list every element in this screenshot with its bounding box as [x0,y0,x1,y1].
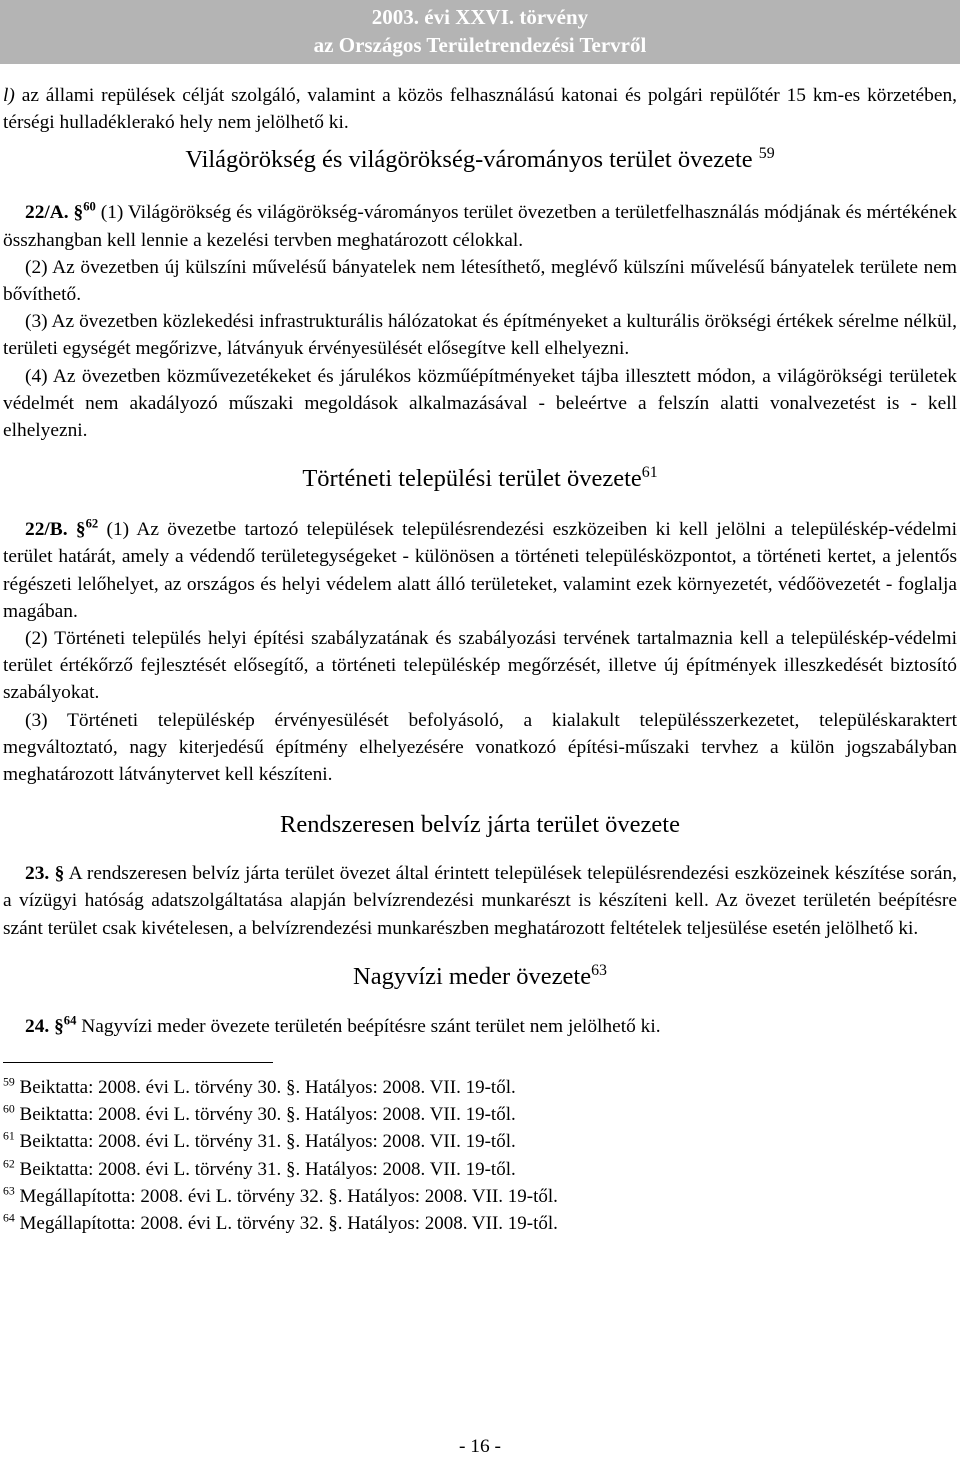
footnote-ref: 59 [758,145,775,163]
article-number: 23. [25,863,55,885]
footnote-separator [3,1062,273,1063]
intro-text: az állami repülések célját szolgáló, valamint a közös felhasználású katonai és polgári repülőtér 15 km-es körzetében, térségi hulladéklerakó hely nem jelölhető ki. [3,85,957,134]
article-paragraph: (3) Történeti településkép érvényesülését befolyásoló, a kialakult településszerkezetet, településkaraktert megváltoztató, nagy kiterjedésű építmény elhelyezésére vonatkozó építési-műszaki tervhez a külön jogszabályban meghatározott látványtervet kell készíteni. [3,709,957,786]
article-paragraph: (2) Az övezetben új külszíni művelésű bányatelek nem létesíthető, meglévő külszíni művelésű bányatelek területe nem bővíthető. [3,256,957,306]
page-body [3,82,957,1237]
intro-letter: l) [3,85,15,106]
footnote-ref: 63 [591,961,607,979]
footnote-ref: 61 [641,464,658,482]
article-number: 24. [25,1015,55,1037]
footnote: $^{60}$ Beiktatta: 2008. évi L. törvény 30. §. Hatályos: 2008. VII. 19-től. [3,1102,516,1126]
header-law-title: 2003. évi XXVI. törvény [371,5,589,29]
intro-paragraph [3,82,957,136]
section-sign: § [54,863,65,885]
article-number: 22/A. [25,202,74,224]
article-paragraph: 24. §$^{64}$ Nagyvízi meder övezete területén beépítésre szánt terület nem jelölhető ki. [25,1013,661,1037]
section-sign: § [73,202,84,224]
section-sign: § [54,1015,64,1037]
article-number: 22/B. [25,519,76,541]
section-heading: Történeti települési terület övezete$^{61}$ [302,464,658,493]
section-heading: Rendszeresen belvíz járta terület övezete [280,811,680,839]
article-paragraph: (3) Az övezetben közlekedési infrastrukturális hálózatokat és építményeket a kulturális örökségi értékek sérelme nélkül, területi egységét megőrizve, látványuk érvényesülését elősegítve kell elhelyezni. [3,311,957,360]
section-heading: Világörökség és világörökség-várományos terület övezete $^{59}$ [185,145,775,174]
footnote-ref: 60 [83,199,96,214]
section-heading: Nagyvízi meder övezete$^{63}$ [353,961,607,990]
page-number: - 16 - [458,1436,501,1457]
article-paragraph: (4) Az övezetben közművezetékeket és járulékos közműépítményeket tájba illesztett módon, a világörökségi területek védelmét nem akadályozó műszaki megoldások alkalmazásával - beleértve a felszín alatti vonalvezetést is - kell elhelyezni. [3,365,957,442]
footnote: $^{59}$ Beiktatta: 2008. évi L. törvény 30. §. Hatályos: 2008. VII. 19-től. [3,1075,516,1099]
running-header [0,0,960,64]
section-sign: § [75,519,86,541]
article-paragraph: 22/A. §$^{60}$ (1) Világörökség és világörökség-várományos terület övezetben a területfelhasználás módjának és mértékének összhangban kell lennie a kezelési tervben meghatározott célokkal. [3,199,958,251]
footnote: $^{63}$ Megállapította: 2008. évi L. törvény 32. §. Hatályos: 2008. VII. 19-től. [3,1184,558,1207]
footnote-ref: 64 [63,1013,77,1028]
article-paragraph: 22/B. §$^{62}$ (1) Az övezetbe tartozó települések településrendezési eszközeiben ki kell jelölni a településkép-védelmi terület határát, amely a védendő területegységeket - különösen a történeti településközpontot, a történeti kertet, a jelentős régészeti lelőhelyet, az országos és helyi védelem alatt álló területeket, valamint ezek környezetét, védőövezetét - foglalja magában. [3,516,957,622]
article-paragraph: (2) Történeti település helyi építési szabályzatának és szabályozási tervének tartalmaznia kell a településkép-védelmi terület értékőrző fejlesztését elősegítő, a történeti településkép megőrzését, illetve új építmények illeszkedését biztosító szabályokat. [3,628,957,704]
footnote: $^{61}$ Beiktatta: 2008. évi L. törvény 31. §. Hatályos: 2008. VII. 19-től. [3,1130,516,1153]
footnote: $^{62}$ Beiktatta: 2008. évi L. törvény 31. §. Hatályos: 2008. VII. 19-től. [3,1157,516,1180]
article-paragraph: 23. § A rendszeresen belvíz járta terület övezet által érintett települések településrendezési eszközeinek készítése során, a vízügyi hatóság adatszolgáltatása alapján belvízrendezési munkarészt is készíteni kell. Az övezet területén beépítésre szánt terület csak kivételesen, a belvízrendezési munkarészben meghatározott feltételek teljesülése esetén jelölhető ki. [3,863,957,939]
footnote: $^{64}$ Megállapította: 2008. évi L. törvény 32. §. Hatályos: 2008. VII. 19-től. [3,1211,558,1235]
footnotes [3,1074,957,1237]
footnote-ref: 62 [85,516,99,531]
header-law-subtitle: az Országos Területrendezési Tervről [313,33,647,57]
